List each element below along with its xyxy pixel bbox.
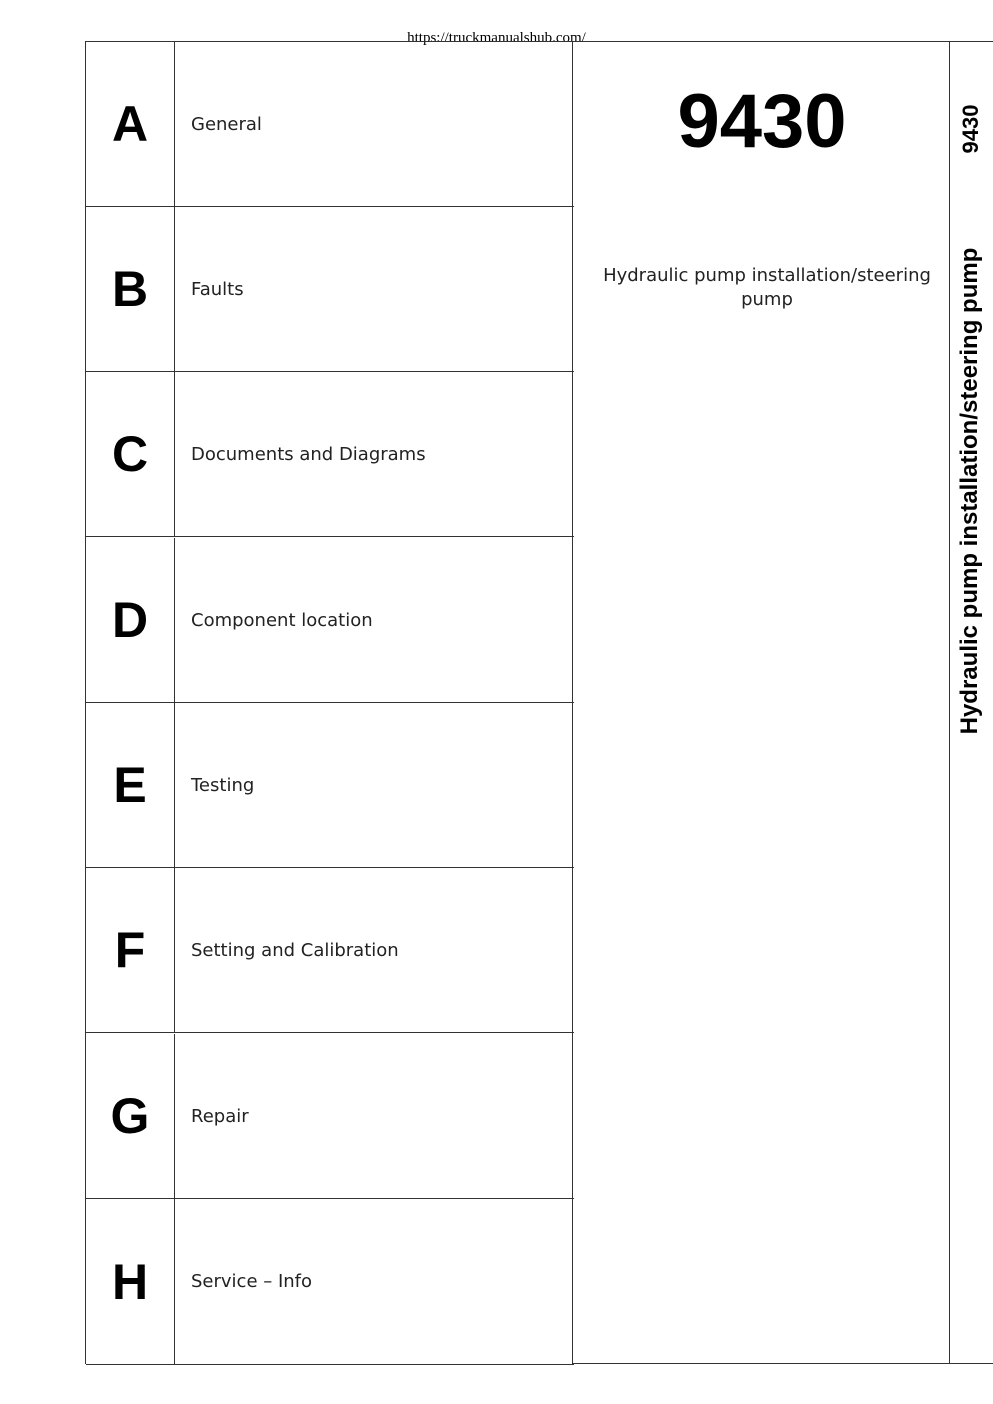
section-letter-cell (86, 207, 175, 371)
section-label: Component location (191, 609, 373, 631)
section-letter-cell (86, 372, 175, 536)
document-title: Hydraulic pump installation/steering pump (603, 265, 931, 310)
section-row-g (86, 1034, 574, 1199)
section-label: Faults (191, 278, 244, 300)
spine-number: 9430 (958, 104, 983, 154)
section-label: Setting and Calibration (191, 939, 399, 961)
section-row-e (86, 703, 574, 868)
section-row-b (86, 207, 574, 372)
source-url: https://truckmanualshub.com/ (407, 30, 586, 46)
section-letter: G (110, 1088, 150, 1144)
section-letter: C (111, 426, 149, 482)
section-letter: E (113, 757, 147, 813)
section-label: Repair (191, 1105, 249, 1127)
section-row-a (86, 42, 574, 207)
section-label: Service – Info (191, 1271, 313, 1292)
section-index-table (85, 41, 573, 1364)
section-letter: H (111, 1253, 149, 1310)
section-letter: F (114, 922, 146, 978)
document-title-panel (572, 41, 950, 1364)
section-letter-cell (86, 868, 175, 1032)
section-row-f (86, 868, 574, 1033)
spine-label (950, 41, 993, 1364)
section-letter: A (111, 96, 149, 152)
section-letter-cell (86, 42, 175, 206)
section-letter-cell (86, 538, 175, 702)
section-label: Documents and Diagrams (191, 443, 426, 465)
section-letter: B (111, 261, 149, 317)
section-label: Testing (191, 774, 255, 796)
section-row-c (86, 372, 574, 537)
section-row-h (86, 1199, 574, 1365)
section-letter-cell (86, 1034, 175, 1198)
section-letter-cell (86, 703, 175, 867)
section-letter-cell (86, 1199, 175, 1364)
document-number: 9430 (677, 79, 847, 164)
section-letter: D (111, 592, 149, 648)
spine-title: Hydraulic pump installation/steering pump (956, 247, 983, 735)
section-label: General (191, 113, 262, 135)
section-row-d (86, 538, 574, 703)
